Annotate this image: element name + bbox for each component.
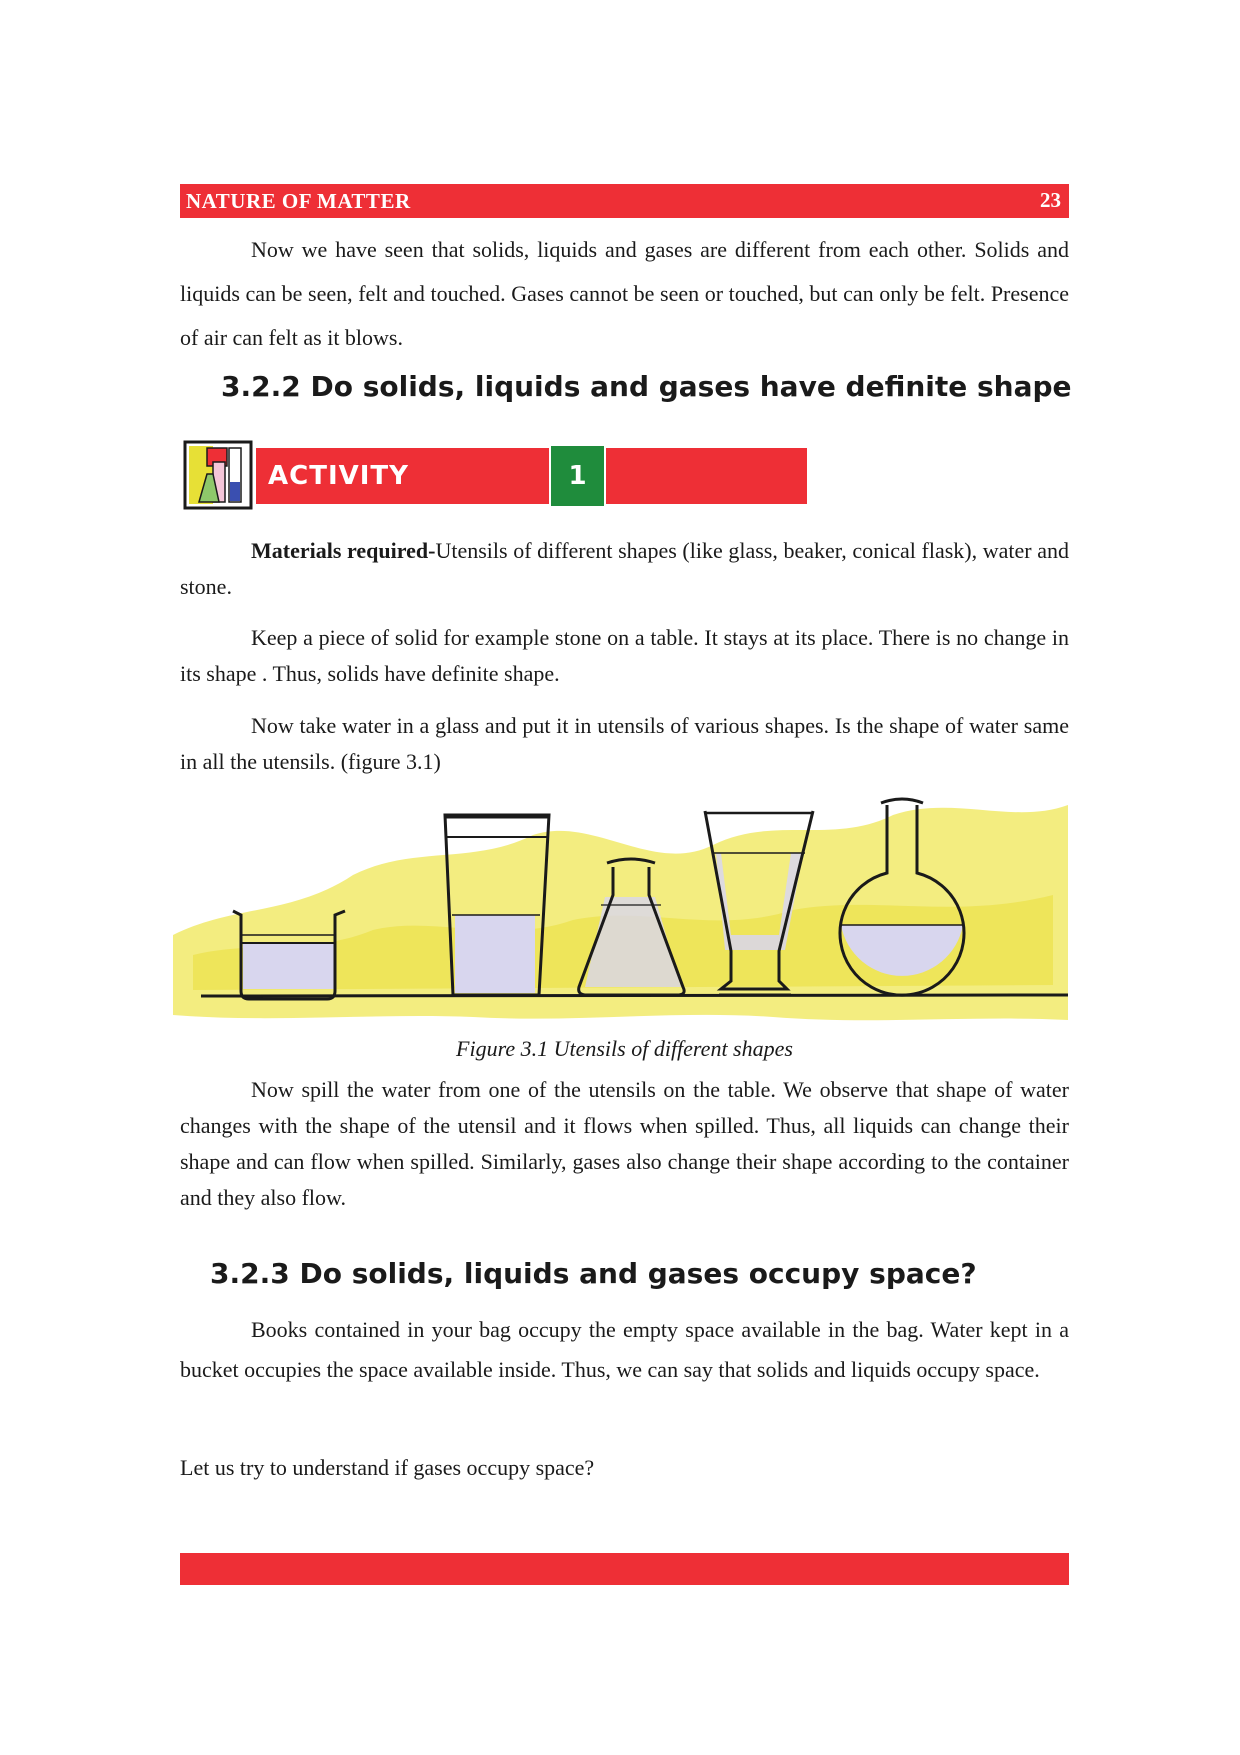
materials-label: Materials required- xyxy=(251,538,436,563)
activity-bar xyxy=(256,448,807,504)
materials-paragraph xyxy=(180,533,1069,605)
activity-number: 1 xyxy=(549,444,606,508)
footer-bar xyxy=(180,1553,1069,1585)
figure-caption: Figure 3.1 Utensils of different shapes xyxy=(456,1036,793,1061)
water-paragraph: Now take water in a glass and put it in utensils of various shapes. Is the shape of water same in all the utensils. (figure 3.1) xyxy=(180,713,1069,774)
utensils-figure xyxy=(173,755,1068,1030)
activity-label: ACTIVITY xyxy=(268,461,409,491)
spill-paragraph: Now spill the water from one of the utensils on the table. We observe that shape of water changes with the shape of the utensil and it flows when spilled. Thus, all liquids can change their shape and can flow when spilled. Similarly, gases also change their shape according to the container and they also flow. xyxy=(180,1077,1069,1210)
question-paragraph: Let us try to understand if gases occupy space? xyxy=(180,1455,595,1480)
chapter-header-bar xyxy=(180,184,1069,218)
section-heading-3-2-3: 3.2.3 Do solids, liquids and gases occupy space? xyxy=(210,1257,977,1290)
activity-banner xyxy=(183,440,813,510)
page-number: 23 xyxy=(1040,188,1061,212)
stone-paragraph: Keep a piece of solid for example stone on a table. It stays at its place. There is no change in its shape . Thus, solids have definite shape. xyxy=(180,625,1069,686)
lab-experiment-icon xyxy=(183,440,253,510)
materials-text: Utensils of different shapes (like glass, beaker, conical flask), water and stone. xyxy=(180,538,1069,599)
chapter-title: NATURE OF MATTER xyxy=(186,189,411,213)
section-heading-3-2-2: 3.2.2 Do solids, liquids and gases have definite shape xyxy=(221,370,1072,403)
intro-paragraph: Now we have seen that solids, liquids and gases are different from each other. Solids and liquids can be seen, felt and touched. Gases cannot be seen or touched, but can only be felt. Presence of air can felt as it blows. xyxy=(180,237,1069,350)
books-paragraph: Books contained in your bag occupy the empty space available in the bag. Water kept in a bucket occupies the space available inside. Thus, we can say that solids and liquids occupy space. xyxy=(180,1317,1069,1382)
